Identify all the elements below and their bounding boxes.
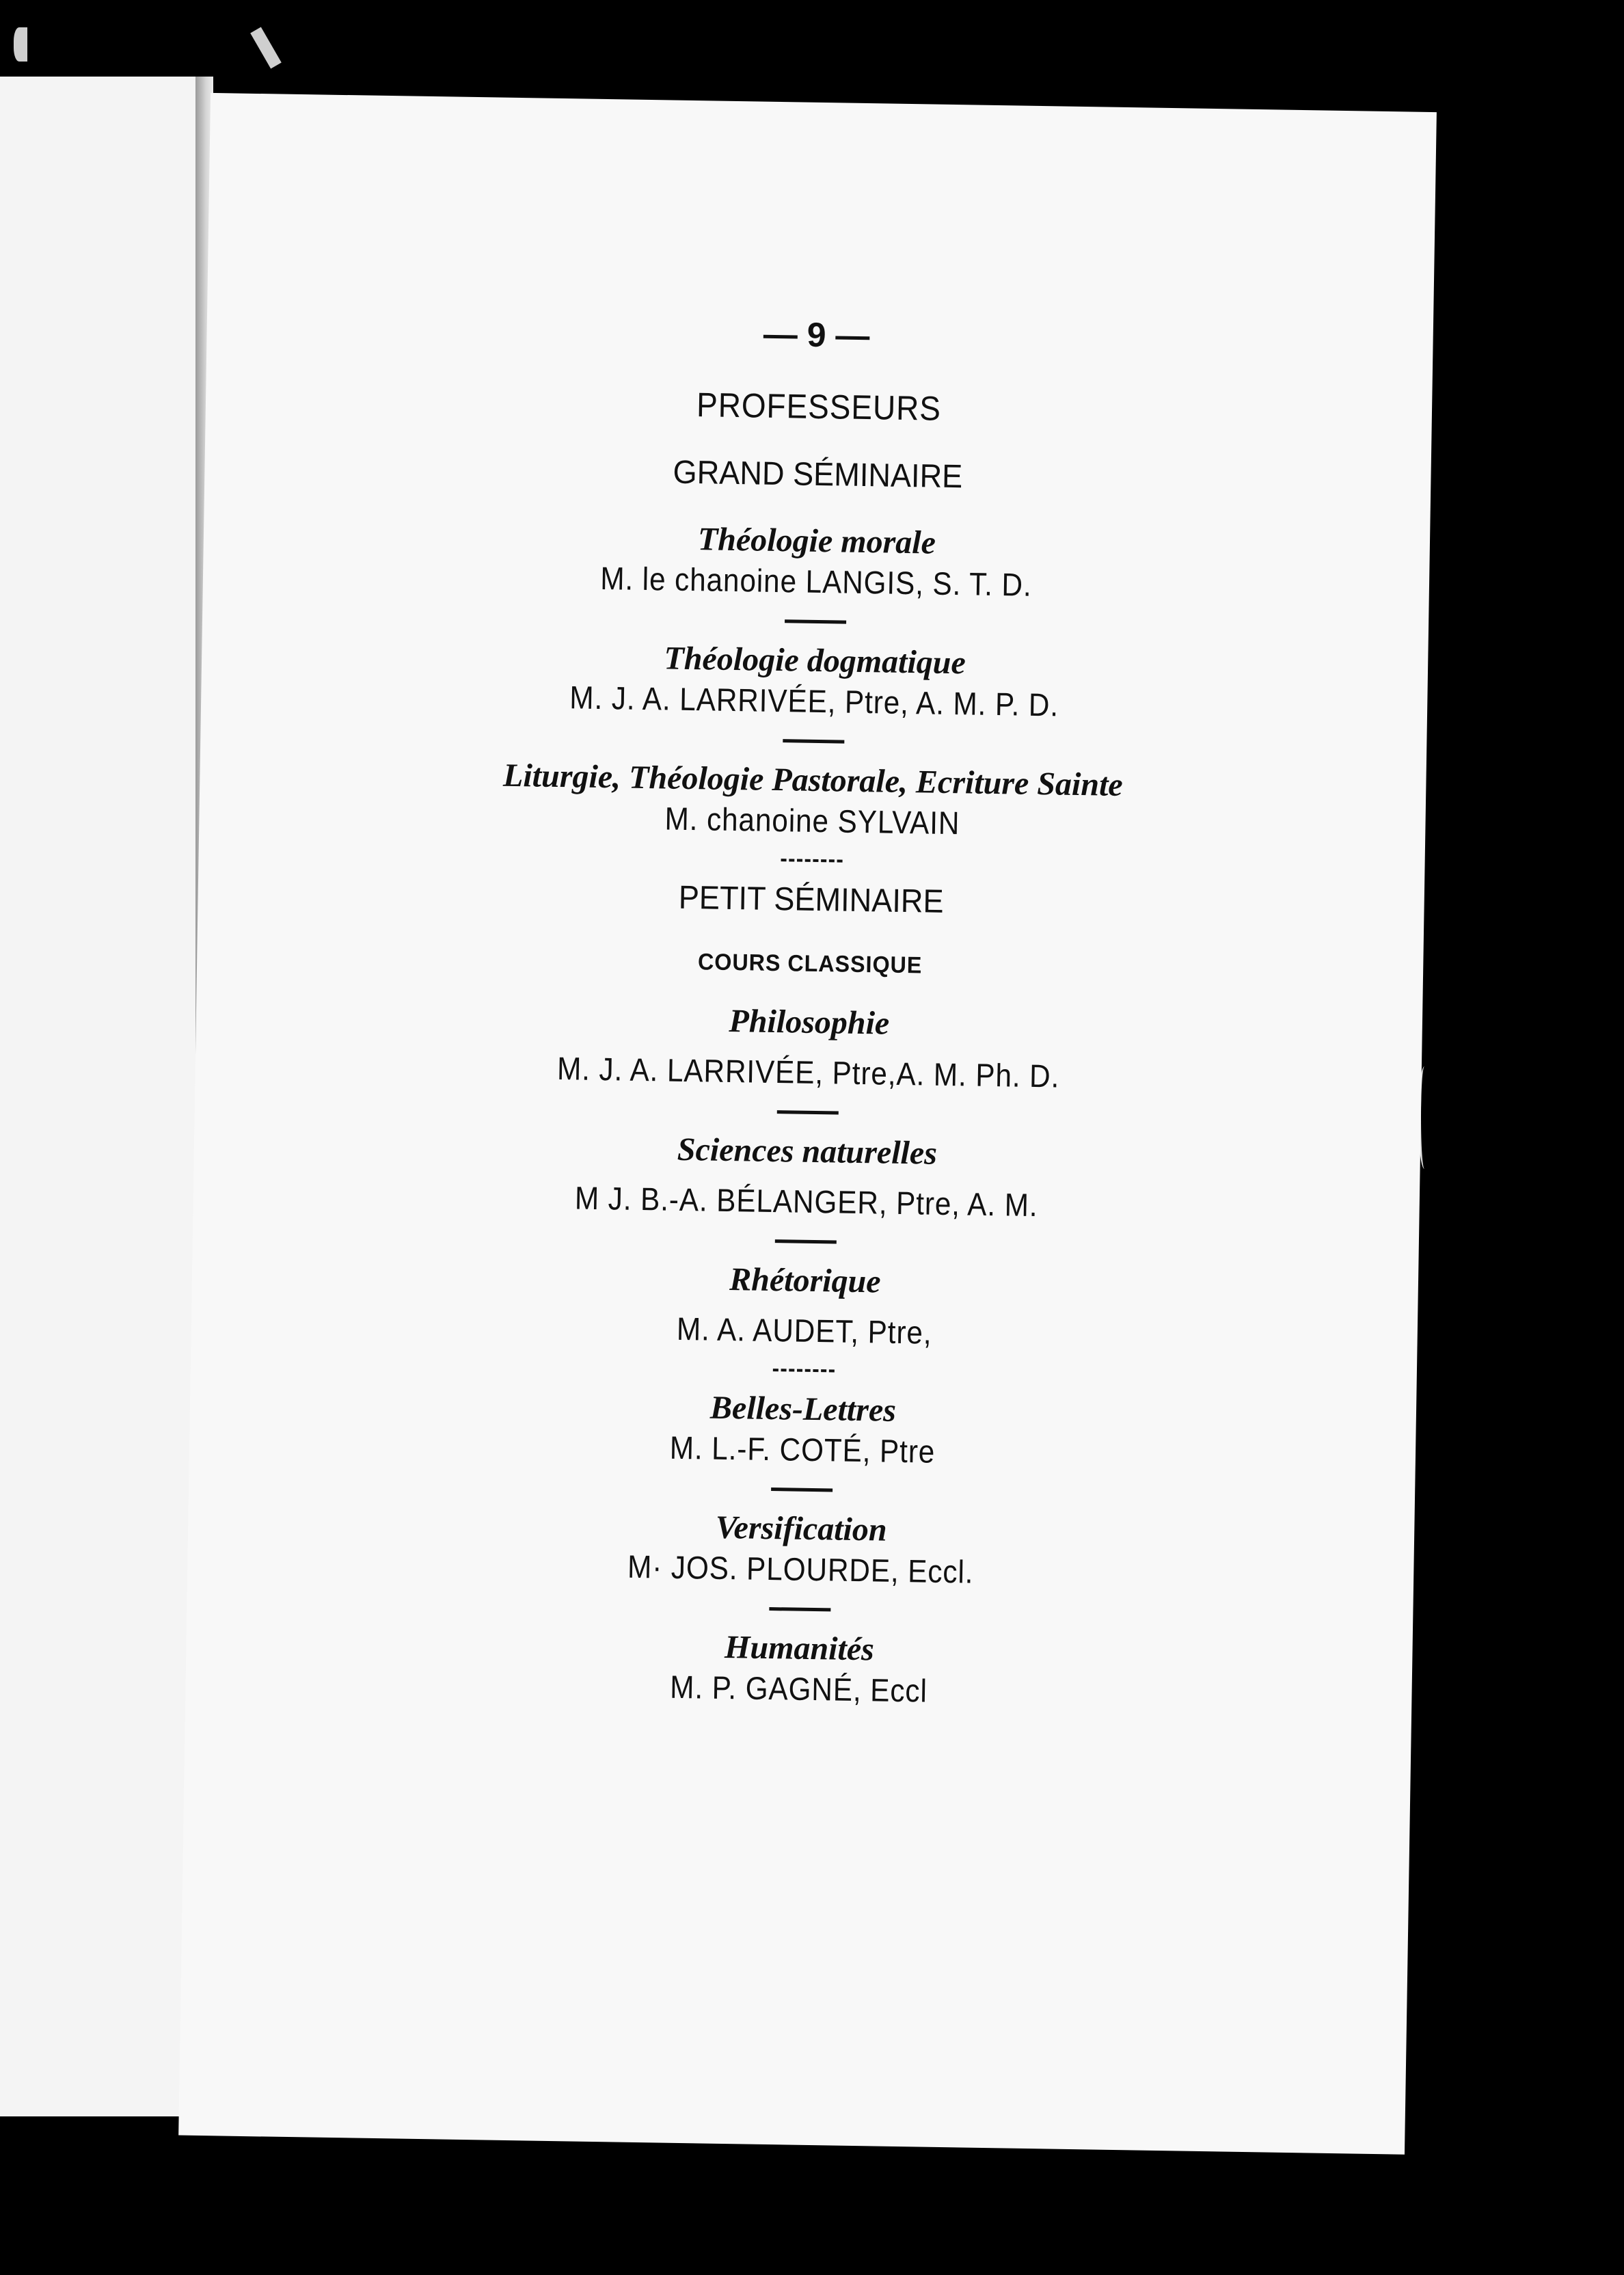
professor-name: M. J. A. LARRIVÉE, Ptre,A. M. Ph. D. [556,1050,1060,1094]
section-title-grand-seminaire: GRAND SÉMINAIRE [673,454,963,496]
divider [773,1369,835,1372]
professor-name: M. L.-F. COTÉ, Ptre [669,1429,936,1470]
entry-theologie-dogmatique [201,632,1429,731]
entry-versification [187,1500,1415,1600]
section-subtitle: COURS CLASSIQUE [697,949,923,979]
subject-label: Rhétorique [729,1261,882,1300]
subject-label: Philosophie [729,1002,890,1042]
document-page [178,93,1437,2155]
professor-name: M. J. A. LARRIVÉE, Ptre, A. M. P. D. [569,679,1059,723]
left-page-edge [0,77,200,2116]
section-title-petit-seminaire: PETIT SÉMINAIRE [678,879,944,920]
entry-sciences-naturelles [193,1122,1420,1232]
divider [771,1488,833,1492]
entry-liturgie [199,751,1426,851]
entry-belles-lettres [189,1380,1417,1480]
divider [781,859,843,862]
subject-label: Liturgie, Théologie Pastorale, Ecriture Sainte [502,757,1124,803]
professor-name: M. P. GAGNÉ, Eccl [669,1668,928,1709]
divider [775,1239,837,1243]
subject-label: Théologie morale [697,521,936,561]
entry-rhetorique [191,1252,1418,1361]
entry-theologie-morale [203,512,1431,612]
page-content [185,305,1433,1719]
subject-label: Sciences naturelles [677,1131,938,1172]
subject-label: Versification [715,1509,887,1548]
divider [783,739,844,743]
subject-label: Humanités [724,1629,875,1668]
page-number: — 9 — [763,314,870,355]
professor-name: M. A. AUDET, Ptre, [676,1310,932,1351]
divider [777,1110,839,1114]
divider [769,1607,830,1611]
subject-label: Théologie dogmatique [664,640,966,682]
entry-philosophie [195,993,1422,1103]
professor-name: M. chanoine SYLVAIN [664,800,960,842]
professor-name: M· JOS. PLOURDE, Eccl. [627,1548,974,1590]
subject-label: Belles-Lettres [709,1389,897,1429]
professor-name: M. le chanoine LANGIS, S. T. D. [599,559,1033,603]
divider [785,619,846,623]
page-title: PROFESSEURS [696,386,942,428]
scan-speck [14,27,27,62]
professor-name: M J. B.-A. BÉLANGER, Ptre, A. M. [574,1179,1038,1224]
entry-humanites [185,1619,1413,1719]
scan-speck [250,27,282,69]
